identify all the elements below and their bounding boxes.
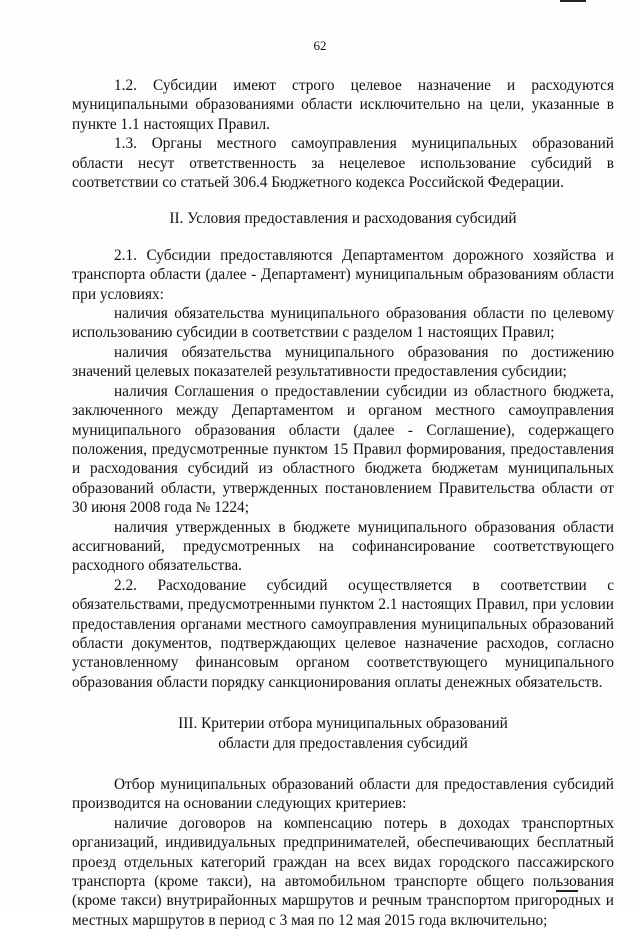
condition-item: наличия Соглашения о предоставлении субсидии из областного бюджета, заключенного между Департаментом и органом местного самоуправления муниципального образования области (далее - Соглашение), содержащего положения, предусмотренные пунктом 15 Правил формирования, предоставления и расходования субсидий из областного бюджета бюджетам муниципальных образований области, утвержденных постановлением Правительства области от 30 июня 2008 года № 1224;	[72, 382, 614, 517]
condition-item: наличия обязательства муниципального образования по достижению значений целевых показателей результативности предоставления субсидии;	[72, 343, 614, 381]
scan-artifact-top	[560, 0, 586, 2]
paragraph-3-intro: Отбор муниципальных образований области для предоставления субсидий производится на основании следующих критериев:	[72, 776, 614, 813]
condition-item: наличия утвержденных в бюджете муниципального образования области ассигнований, предусмотренных на софинансирование соответствующего расходного обязательства.	[72, 518, 614, 575]
section-3-heading-line-2: области для предоставления субсидий	[218, 734, 468, 752]
section-2-heading: II. Условия предоставления и расходования субсидий	[169, 210, 517, 228]
criterion-item: наличие договоров на компенсацию потерь в доходах транспортных организаций, индивидуальных предпринимателей, обеспечивающих бесплатный проезд отдельных категорий граждан на всех видах городского пассажирского транспорта (кроме такси), на автомобильном транспорте общего пользования (кроме такси) внутрирайонных маршрутов и речным транспортом пригородных и местных маршрутов в период с 3 мая по 12 мая 2015 года включительно;	[72, 814, 614, 929]
condition-item: наличия обязательства муниципального образования области по целевому использованию субсидии в соответствии с разделом 1 настоящих Правил;	[72, 305, 614, 342]
section-3-heading-line-1: III. Критерии отбора муниципальных образований	[178, 715, 508, 733]
paragraph-2-2: 2.2. Расходование субсидий осуществляется в соответствии с обязательствами, предусмотренными пунктом 2.1 настоящих Правил, при условии предоставления органами местного самоуправления муниципальных образований области документов, подтверждающих целевое назначение расходов, согласно установленному финансовым органом соответствующего муниципального образования области порядку санкционирования оплаты денежных обязательств.	[72, 576, 614, 691]
paragraph-2-1: 2.1. Субсидии предоставляются Департаментом дорожного хозяйства и транспорта области (далее - Департамент) муниципальным образованиям области при условиях:	[72, 246, 614, 303]
paragraph-1-3: 1.3. Органы местного самоуправления муниципальных образований области несут ответственность за нецелевое использование субсидий в соответствии со статьей 306.4 Бюджетного кодекса Российской Федерации.	[72, 135, 614, 192]
page-number: 62	[313, 38, 327, 53]
paragraph-1-2: 1.2. Субсидии имеют строго целевое назначение и расходуются муниципальными образованиями области исключительно на цели, указанные в пункте 1.1 настоящих Правил.	[72, 77, 614, 133]
document-body	[72, 76, 614, 930]
scan-artifact-bottom	[556, 890, 578, 892]
